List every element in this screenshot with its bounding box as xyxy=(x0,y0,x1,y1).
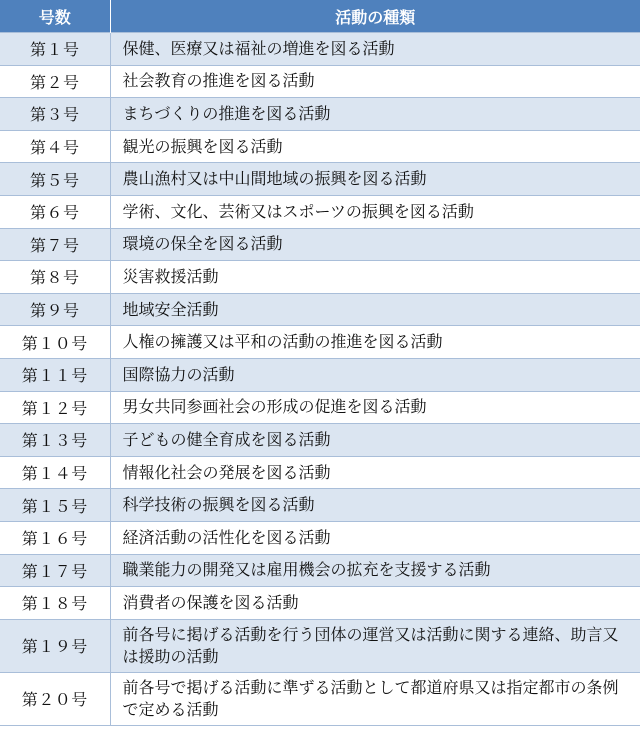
row-activity: 子どもの健全育成を図る活動 xyxy=(110,424,640,457)
row-number: 第１１号 xyxy=(0,358,110,391)
table-row xyxy=(0,672,640,725)
row-activity: 前各号に掲げる活動を行う団体の運営又は活動に関する連絡、助言又は援助の活動 xyxy=(110,619,640,672)
row-activity: 観光の振興を図る活動 xyxy=(110,130,640,163)
table-row xyxy=(0,489,640,522)
row-number: 第１２号 xyxy=(0,391,110,424)
row-number: 第１６号 xyxy=(0,521,110,554)
row-number: 第１４号 xyxy=(0,456,110,489)
row-activity: 学術、文化、芸術又はスポーツの振興を図る活動 xyxy=(110,195,640,228)
table-row xyxy=(0,424,640,457)
row-number: 第１５号 xyxy=(0,489,110,522)
row-activity: 保健、医療又は福祉の増進を図る活動 xyxy=(110,33,640,66)
row-number: 第１９号 xyxy=(0,619,110,672)
table-row xyxy=(0,98,640,131)
row-activity: まちづくりの推進を図る活動 xyxy=(110,98,640,131)
table-row xyxy=(0,261,640,294)
table-row xyxy=(0,619,640,672)
table-body xyxy=(0,33,640,726)
row-activity: 国際協力の活動 xyxy=(110,358,640,391)
row-activity: 消費者の保護を図る活動 xyxy=(110,587,640,620)
row-activity: 環境の保全を図る活動 xyxy=(110,228,640,261)
table-row xyxy=(0,293,640,326)
row-number: 第３号 xyxy=(0,98,110,131)
header-number: 号数 xyxy=(0,0,110,33)
table-row xyxy=(0,195,640,228)
row-number: 第７号 xyxy=(0,228,110,261)
table-row xyxy=(0,163,640,196)
row-number: 第６号 xyxy=(0,195,110,228)
row-activity: 経済活動の活性化を図る活動 xyxy=(110,521,640,554)
row-number: 第１号 xyxy=(0,33,110,66)
row-activity: 農山漁村又は中山間地域の振興を図る活動 xyxy=(110,163,640,196)
table-row xyxy=(0,391,640,424)
header-row xyxy=(0,0,640,33)
row-activity: 前各号で掲げる活動に準ずる活動として都道府県又は指定都市の条例で定める活動 xyxy=(110,672,640,725)
table-row xyxy=(0,130,640,163)
table-row xyxy=(0,228,640,261)
table-row xyxy=(0,326,640,359)
row-activity: 社会教育の推進を図る活動 xyxy=(110,65,640,98)
row-number: 第１８号 xyxy=(0,587,110,620)
row-number: 第１０号 xyxy=(0,326,110,359)
row-activity: 情報化社会の発展を図る活動 xyxy=(110,456,640,489)
row-number: 第４号 xyxy=(0,130,110,163)
row-activity: 科学技術の振興を図る活動 xyxy=(110,489,640,522)
row-activity: 人権の擁護又は平和の活動の推進を図る活動 xyxy=(110,326,640,359)
row-number: 第１７号 xyxy=(0,554,110,587)
header-activity: 活動の種類 xyxy=(110,0,640,33)
row-activity: 地域安全活動 xyxy=(110,293,640,326)
table-row xyxy=(0,65,640,98)
table-row xyxy=(0,554,640,587)
row-number: 第２号 xyxy=(0,65,110,98)
table-row xyxy=(0,587,640,620)
row-number: 第９号 xyxy=(0,293,110,326)
row-activity: 男女共同参画社会の形成の促進を図る活動 xyxy=(110,391,640,424)
table-header xyxy=(0,0,640,33)
row-number: 第２０号 xyxy=(0,672,110,725)
row-number: 第１３号 xyxy=(0,424,110,457)
table-row xyxy=(0,33,640,66)
table-row xyxy=(0,521,640,554)
row-activity: 職業能力の開発又は雇用機会の拡充を支援する活動 xyxy=(110,554,640,587)
row-number: 第５号 xyxy=(0,163,110,196)
table-row xyxy=(0,358,640,391)
row-number: 第８号 xyxy=(0,261,110,294)
row-activity: 災害救援活動 xyxy=(110,261,640,294)
table-row xyxy=(0,456,640,489)
